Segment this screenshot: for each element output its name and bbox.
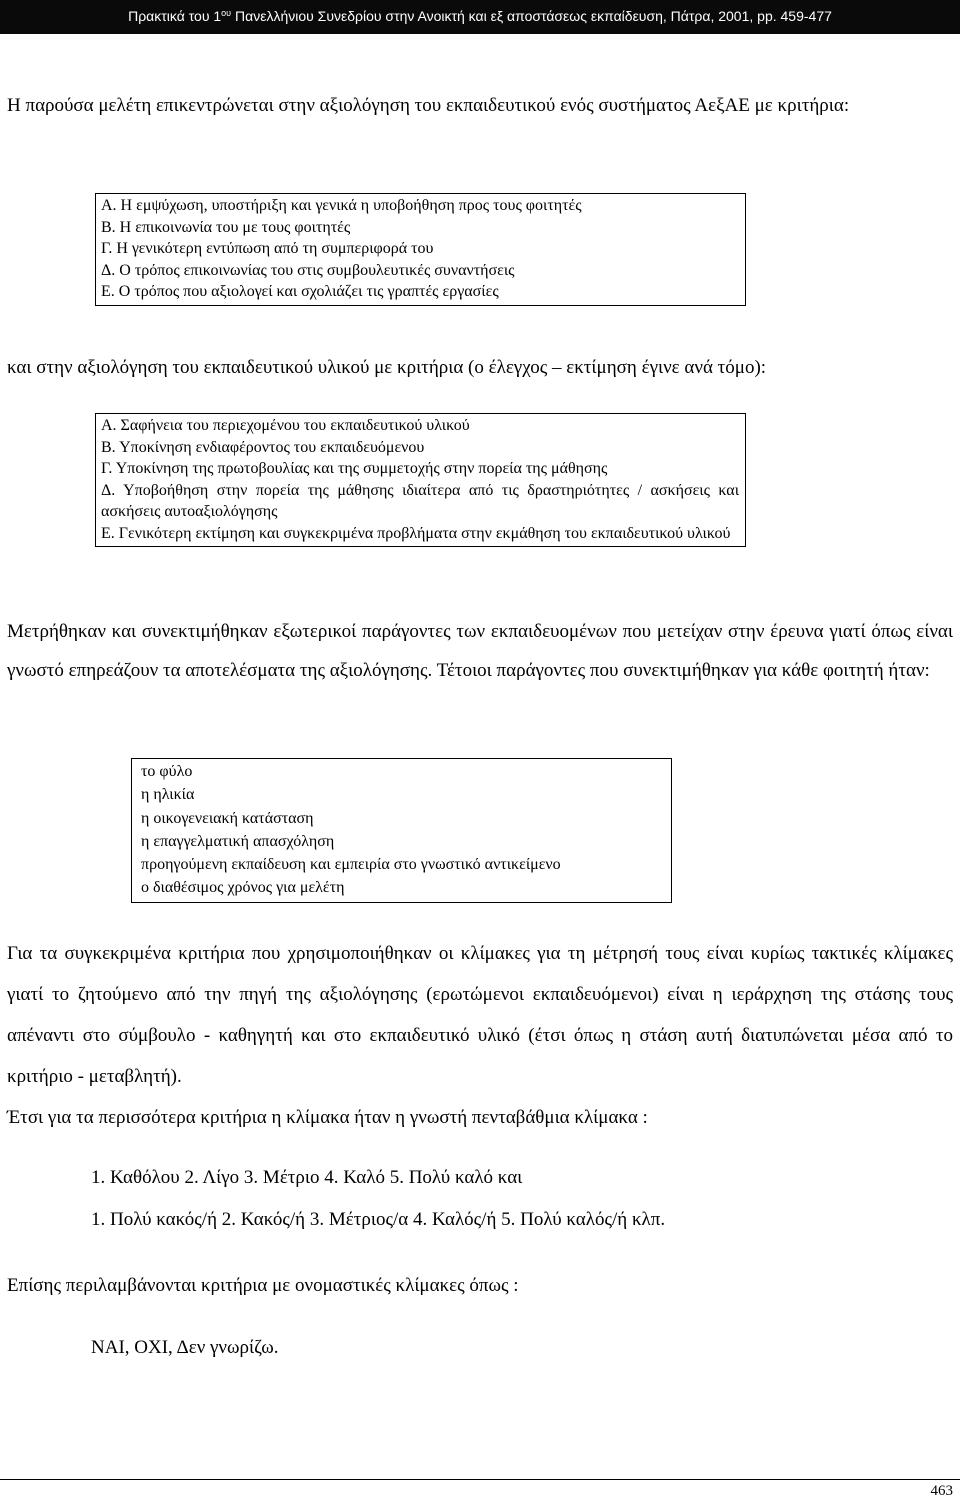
list-item: Ε. Ο τρόπος που αξιολογεί και σχολιάζει τις γραπτές εργασίες — [101, 283, 499, 300]
list-item: Δ. Ο τρόπος επικοινωνίας του στις συμβουλευτικές συναντήσεις — [101, 261, 515, 279]
material-criteria-box — [95, 413, 746, 547]
nominal-intro: Επίσης περιλαμβάνονται κριτήρια με ονομαστικές κλίμακες όπως : — [7, 1275, 519, 1296]
scale-example-2: 1. Πολύ κακός/ή 2. Κακός/ή 3. Μέτριος/α 4. Καλός/ή 5. Πολύ καλός/ή κλπ. — [91, 1209, 666, 1230]
list-item: Γ. Η γενικότερη εντύπωση από τη συμπεριφορά του — [101, 240, 434, 257]
material-intro: και στην αξιολόγηση του εκπαιδευτικού υλικού με κριτήρια (ο έλεγχος – εκτίμηση έγινε ανά τόμο): — [7, 357, 767, 378]
factors-paragraph: Μετρήθηκαν και συνεκτιμήθηκαν εξωτερικοί παράγοντες των εκπαιδευομένων που μετείχαν στην έρευνα γιατί όπως είναι γνωστό επηρεάζουν τα αποτελέσματα της αξιολόγησης. Τέτοιοι παράγοντες που συνεκτιμήθηκαν για κάθε φοιτητή ήταν: — [7, 621, 953, 681]
scales-line: Έτσι για τα περισσότερα κριτήρια η κλίμακα ήταν η γνωστή πενταβάθμια κλίμακα : — [7, 1107, 648, 1128]
nominal-values: ΝΑΙ, ΟΧΙ, Δεν γνωρίζω. — [91, 1337, 279, 1358]
list-item: το φύλο — [141, 763, 193, 780]
header-text-rest: Πανελλήνιου Συνεδρίου στην Ανοικτή και εξ αποστάσεως εκπαίδευση, Πάτρα, 2001, pp. 459-477 — [231, 8, 832, 24]
list-item: η ηλικία — [141, 786, 195, 804]
list-item: προηγούμενη εκπαίδευση και εμπειρία στο γνωστικό αντικείμενο — [141, 856, 561, 874]
list-item: η επαγγελματική απασχόληση — [141, 832, 335, 850]
intro-paragraph: Η παρούσα μελέτη επικεντρώνεται στην αξιολόγηση του εκπαιδευτικού ενός συστήματος ΑεξΑΕ με κριτήρια: — [7, 95, 850, 116]
page-number: 463 — [930, 1483, 953, 1499]
tutor-criteria-box — [95, 193, 746, 306]
list-item: Β. Υποκίνηση ενδιαφέροντος του εκπαιδευόμενου — [101, 438, 425, 456]
list-item: Α. Σαφήνεια του περιεχομένου του εκπαιδευτικού υλικού — [101, 417, 470, 434]
page-header — [0, 0, 960, 34]
footer-rule — [0, 1479, 960, 1480]
list-item: Γ. Υποκίνηση της πρωτοβουλίας και της συμμετοχής στην πορεία της μάθησης — [101, 460, 608, 477]
header-superscript: ου — [221, 8, 232, 18]
list-item: ο διαθέσιμος χρόνος για μελέτη — [141, 879, 345, 897]
list-item: Ε. Γενικότερη εκτίμηση και συγκεκριμένα προβλήματα στην εκμάθηση του εκπαιδευτικού υλικού — [101, 524, 731, 542]
list-item: Δ. Υποβοήθηση στην πορεία της μάθησης ιδιαίτερα από τις δραστηριότητες / ασκήσεις και ασκήσεις αυτοαξιολόγησης — [101, 481, 739, 520]
header-text: Πρακτικά του 1 — [128, 8, 222, 24]
list-item: Α. Η εμψύχωση, υποστήριξη και γενικά η υποβοήθηση προς τους φοιτητές — [101, 197, 582, 214]
scale-example-1: 1. Καθόλου 2. Λίγο 3. Μέτριο 4. Καλό 5. Πολύ καλό και — [91, 1167, 523, 1188]
factors-box — [131, 758, 672, 903]
list-item: Β. Η επικοινωνία του με τους φοιτητές — [101, 218, 351, 236]
list-item: η οικογενειακή κατάσταση — [141, 809, 314, 827]
scales-paragraph: Για τα συγκεκριμένα κριτήρια που χρησιμοποιήθηκαν οι κλίμακες για τη μέτρησή τους είναι κυρίως τακτικές κλίμακες γιατί το ζητούμενο από την πηγή της αξιολόγησης (ερωτώμενοι εκπαιδευόμενοι) είναι η ιεράρχηση της στάσης τους απέναντι στο σύμβουλο - καθηγητή και στο εκπαιδευτικό υλικό (έτσι όπως η στάση αυτή διατυπώνεται μέσα από το κριτήριο - μεταβλητή). — [7, 943, 953, 1087]
